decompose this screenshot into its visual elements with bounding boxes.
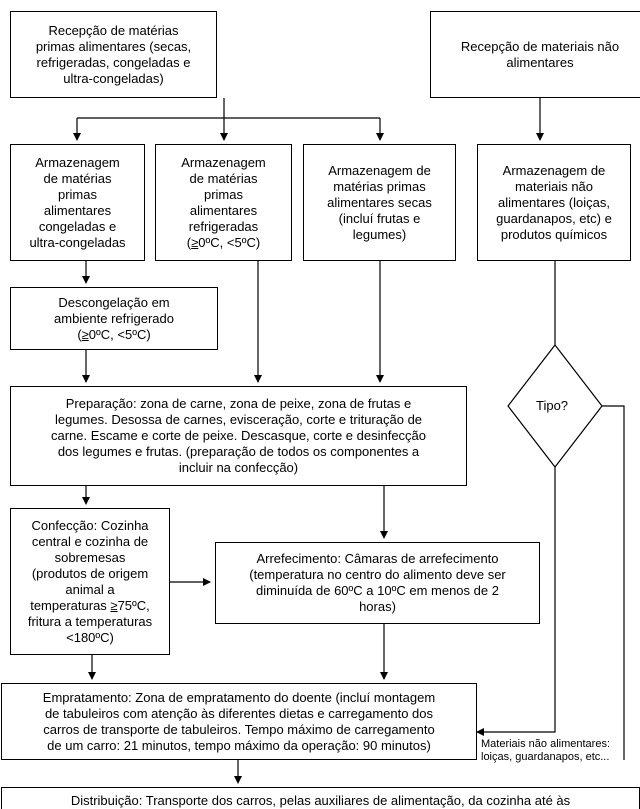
node-armaz-refrigeradas-temp: (≥0ºC, <5ºC) — [186, 234, 261, 250]
node-rececao-nao-alimentar-text: Recepção de materiais não alimentares — [460, 38, 620, 70]
node-armaz-nao-alimentares-text: Armazenagem de materiais não alimentares (loiças, guardanapos, etc) e produtos químicos — [496, 162, 612, 242]
node-confeccao-content — [28, 518, 152, 646]
node-rececao-alimentar-text: Recepção de matérias primas alimentares (secas, refrigeradas, congeladas e ultra-congeladas) — [35, 22, 192, 86]
node-armaz-nao-alimentares — [477, 144, 631, 261]
node-empratamento — [1, 683, 477, 760]
node-armaz-refrigeradas-content — [181, 155, 266, 251]
node-preparacao — [10, 386, 467, 486]
node-armaz-refrigeradas-temp-rest: 0ºC, <5ºC) — [198, 234, 261, 250]
node-rececao-alimentar — [10, 11, 217, 98]
node-armaz-congeladas-text: Armazenagem de matérias primas alimentares congeladas e ultra-congeladas — [29, 154, 126, 250]
node-confeccao-part1: Confecção: Cozinha central e cozinha de sobremesas (produtos de origem animal a temperaturas — [30, 517, 149, 613]
edge-decision-right-branch — [602, 406, 624, 760]
node-distribuicao-text: Distribuição: Transporte dos carros, pelas auxiliares de alimentação, da cozinha até às — [70, 793, 571, 808]
node-armaz-refrigeradas — [155, 144, 292, 261]
node-rececao-nao-alimentar — [430, 11, 640, 98]
node-armaz-refrigeradas-text: Armazenagem de matérias primas alimentares refrigeradas — [181, 154, 266, 234]
node-descongelacao-temp-sym: ≥ — [81, 326, 89, 342]
node-armaz-secas — [303, 144, 456, 261]
decision-label: Tipo? — [536, 398, 569, 413]
node-confeccao — [10, 508, 170, 655]
node-preparacao-text: Preparação: zona de carne, zona de peixe, zona de frutas e legumes. Desossa de carnes, evisceração, corte e trituração de carne. Escame e corte de peixe. Descasque, corte e desinfecção dos legumes e frutas. (preparação de todos os componentes a incluir na confecção) — [50, 396, 427, 475]
node-armaz-congeladas — [10, 144, 145, 261]
node-armaz-secas-text: Armazenagem de matérias primas alimentares secas (incluí frutas e legumes) — [327, 162, 432, 242]
edge-label-materiais-nao-alimentares: Materiais não alimentares: loiças, guardanapos, etc... — [481, 738, 611, 763]
node-descongelacao-content — [54, 295, 174, 343]
node-confeccao-sym: ≥ — [110, 597, 118, 613]
node-armaz-refrigeradas-temp-sym: ≥ — [191, 234, 199, 250]
node-arrefecimento-text: Arrefecimento: Câmaras de arrefecimento (temperatura no centro do alimento deve ser diminuída de 60ºC a 10ºC em menos de 2 horas) — [249, 551, 506, 614]
node-descongelacao — [10, 287, 218, 350]
node-distribuicao — [1, 787, 640, 809]
node-confeccao-part2: 75ºC, fritura a temperaturas <180ºC) — [27, 597, 153, 645]
node-arrefecimento — [215, 542, 540, 624]
node-descongelacao-text: Descongelação em ambiente refrigerado — [54, 294, 174, 326]
node-empratamento-text: Empratamento: Zona de empratamento do doente (incluí montagem de tabuleiros com atenção às diferentes dietas e carregamento dos carros de transporte de tabuleiros. Tempo máximo de carregamento de um carro: 21 minutos, tempo máximo da operação: 90 minutos) — [42, 689, 436, 753]
node-descongelacao-temp: (≥0ºC, <5ºC) — [77, 326, 151, 342]
node-descongelacao-temp-rest: 0ºC, <5ºC) — [88, 326, 151, 342]
